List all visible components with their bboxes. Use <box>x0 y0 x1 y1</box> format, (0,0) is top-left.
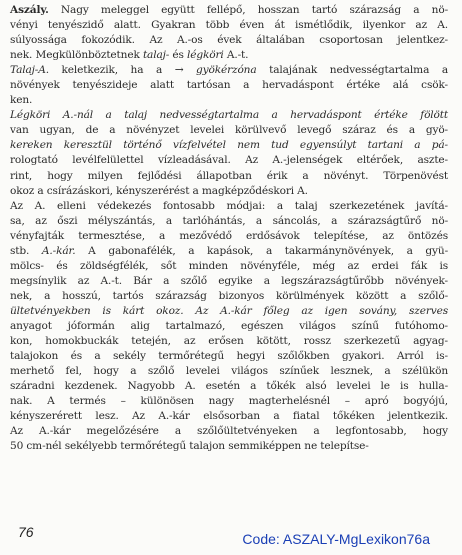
text-segment: vényfajták termesztése, a mezővédő erdősávok telepítése, az öntözés <box>10 229 448 242</box>
text-line <box>10 199 448 214</box>
text-segment: anyagot jóformán alig tartalmazó, egészen világos színű futóhomo- <box>10 319 448 332</box>
text-segment: gyökérzóna <box>196 64 257 77</box>
text-line <box>10 304 448 319</box>
text-line <box>10 409 448 424</box>
text-line <box>10 18 448 33</box>
text-line <box>10 424 448 439</box>
text-segment: megsínylik az A.-t. Bár a szőlő egyike a legszárazságtűrőbb növények- <box>10 274 448 287</box>
text-segment: A.-t. <box>223 49 249 62</box>
text-segment: vényi tenyészidő alatt. Gyakran több éven át ismétlődik, ilyenkor az A. <box>10 19 448 32</box>
text-line <box>10 394 448 409</box>
text-line <box>10 334 448 349</box>
text-segment: növények tenyészideje alatt tartósan a hervadáspont értéke alá csök- <box>10 79 448 92</box>
text-line <box>10 274 448 289</box>
text-line <box>10 289 448 304</box>
text-segment: keletkezik, ha a → <box>48 64 197 77</box>
text-segment: Talaj-A. <box>10 64 49 77</box>
text-segment: A gabonafélék, a kapások, a takarmánynövények, a gyü- <box>75 244 448 257</box>
text-segment: nek. Megkülönböztetnek <box>10 49 143 62</box>
text-segment: kényszerérett lesz. Az A.-kár elsősorban a fiatal tőkéken jelentkezik. <box>10 410 448 423</box>
text-line <box>10 379 448 394</box>
text-line <box>10 349 448 364</box>
article-text <box>10 3 448 454</box>
text-segment: van ugyan, de a növényzet levelei körülvevő levegő száraz és a gyö- <box>10 124 448 137</box>
text-segment: talajának nedvességtartalma a <box>256 64 448 77</box>
text-segment: kon, homokbuckák tetején, az erősen kötött, rossz szerkezetű agyag- <box>10 335 448 348</box>
text-line <box>10 78 448 93</box>
text-segment: talajokon és a sekély termőrétegű hegyi szőlőkben gyakori. Arról is- <box>10 350 448 363</box>
text-segment: Az A.-kár megelőzésére a szőlőültetvényeken a legfontosabb, hogy <box>10 425 448 438</box>
text-segment: 50 cm-nél sekélyebb termőrétegű talajon semmiképpen ne telepítse- <box>10 440 369 453</box>
text-segment: talaj- <box>142 49 170 62</box>
text-segment: Az A. elleni védekezés fontosabb módjai: a talaj szerkezetének javítá- <box>10 199 448 212</box>
page-number: 76 <box>18 524 34 540</box>
text-segment: nak. A termés – különösen nagy magterhelésnél – apró bogyójú, <box>10 395 448 408</box>
text-line <box>10 93 448 108</box>
text-line <box>10 319 448 334</box>
text-line <box>10 48 448 63</box>
text-segment: és <box>169 49 188 62</box>
text-segment: merhető fel, hogy a szőlő levelei világos színűek lesznek, a szélükön <box>10 365 448 378</box>
text-line <box>10 364 448 379</box>
text-segment: súlyossága fokozódik. Az A.-os évek általában csoportosan jelentkez- <box>10 34 448 47</box>
text-segment: stb. <box>10 244 42 257</box>
text-line <box>10 259 448 274</box>
text-line <box>10 153 448 168</box>
text-line <box>10 108 448 123</box>
text-line <box>10 3 448 18</box>
text-segment: kereken keresztül történő vízfelvétel nem tud egyensúlyt tartani a pá- <box>10 139 448 152</box>
text-segment: ken. <box>10 94 33 107</box>
text-segment: mölcs- és zöldségfélék, sőt minden növényféle, még az erdei fák is <box>10 259 448 272</box>
text-line <box>10 138 448 153</box>
text-segment: Nagy meleggel együtt fellépő, hosszan tartó szárazság a nö- <box>48 4 448 16</box>
text-segment: légköri <box>187 49 224 62</box>
text-segment: nek, a hosszú, tartós szárazság bizonyos körülmények között a szőlő- <box>10 289 448 302</box>
text-line <box>10 244 448 259</box>
text-segment: okoz a csírázáskori, kényszerérést a magképződéskori A. <box>10 184 308 197</box>
text-line <box>10 439 448 454</box>
text-line <box>10 184 448 199</box>
text-segment: A.-kár. <box>41 244 76 257</box>
text-segment: száradni kezdenek. Nagyobb A. esetén a tőkék alsó levelei le is hulla- <box>10 380 448 393</box>
text-segment: sa, az őszi mélyszántás, a tarlóhántás, a sáncolás, a szárazságtűrő nö- <box>10 214 448 227</box>
text-line <box>10 214 448 229</box>
text-line <box>10 33 448 48</box>
text-line <box>10 169 448 184</box>
text-segment: Aszály. <box>10 4 49 16</box>
text-segment: -nál a talaj nedvességtartalma a hervadáspont értéke fölött <box>73 109 448 122</box>
code-label: Code: ASZALY-MgLexikon76a <box>242 531 430 547</box>
text-line <box>10 229 448 244</box>
text-line <box>10 63 448 78</box>
text-line <box>10 123 448 138</box>
text-segment: ültetvényekben is kárt okoz. Az A.-kár főleg az igen sovány, szerves <box>10 304 448 317</box>
text-segment: rint, hogy milyen fejlődési állapotban érik a növényt. Törpenövést <box>10 169 448 182</box>
text-segment: rologtató levélfelülettel vízleadásával. Az A.-jelenségek eltérőek, aszte- <box>10 154 448 167</box>
text-segment: Légköri A. <box>10 109 74 122</box>
